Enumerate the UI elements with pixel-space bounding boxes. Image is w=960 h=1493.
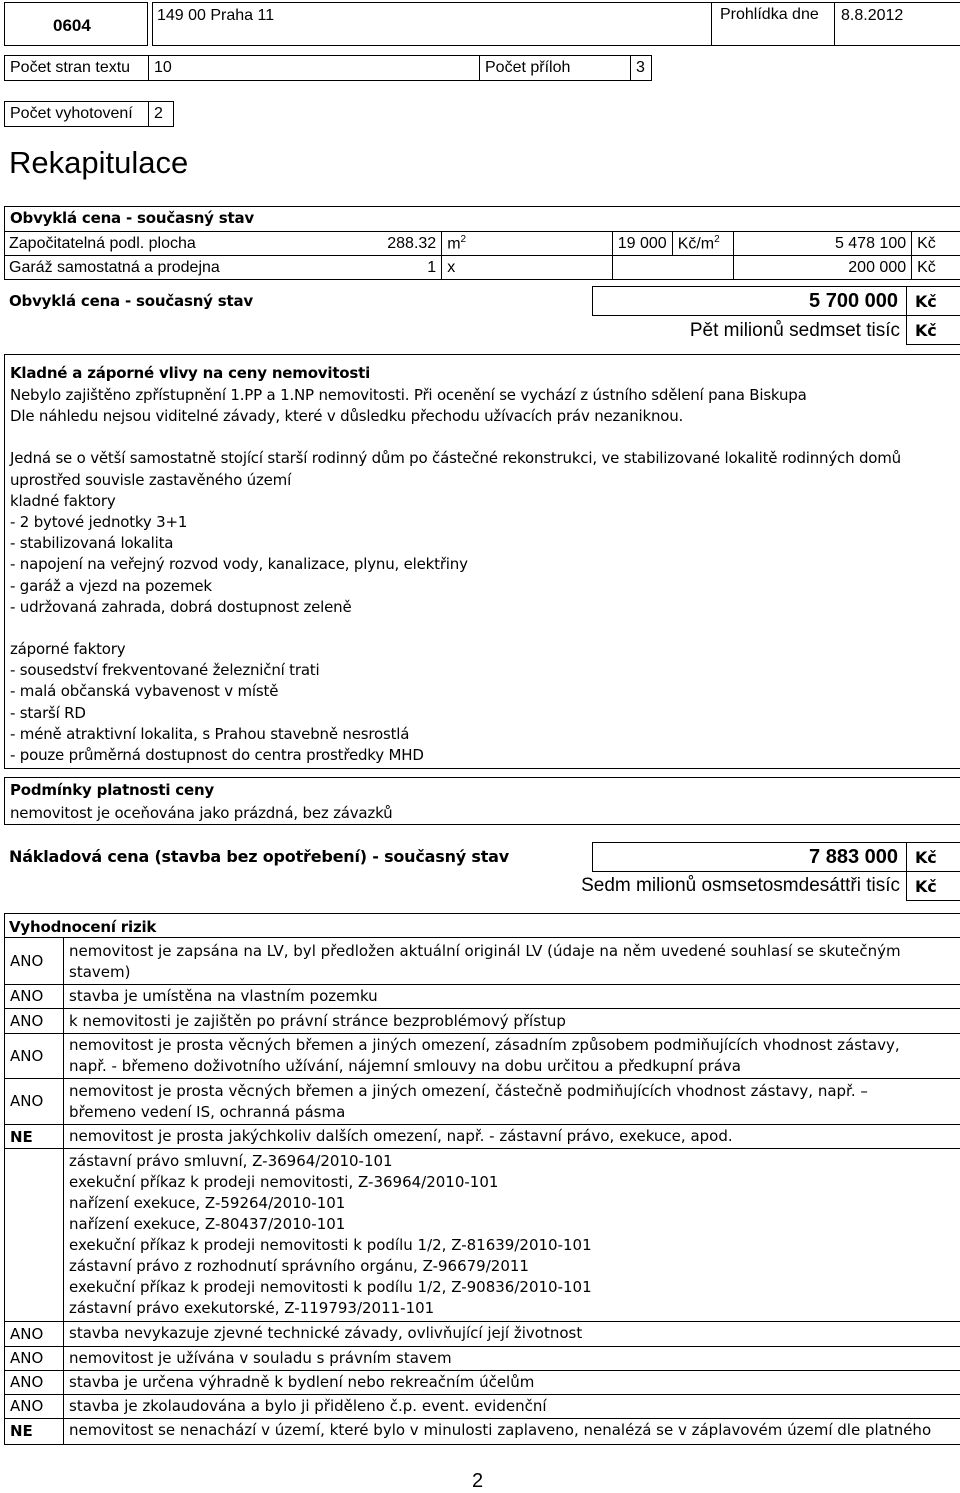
risk-text: stavba nevykazuje zjevné technické závady, ovlivňující její životnost (69, 1324, 583, 1342)
influence-line: - pouze průměrná dostupnost do centra prostředky MHD (10, 746, 424, 765)
influence-line: - 2 bytové jednotky 3+1 (10, 513, 188, 532)
risk-separator (4, 1321, 960, 1322)
risk-separator (4, 1124, 960, 1125)
influence-line: uprostřed souvisle zastavěného území (10, 470, 292, 489)
copies-value: 2 (149, 102, 174, 127)
influence-line: Jedná se o větší samostatně stojící starší rodinný dům po částečné rekonstrukci, ve stabilizované lokalitě rodinných domů (10, 449, 901, 468)
influence-line: - méně atraktivní lokalita, s Prahou stavebně nesrostlá (10, 724, 410, 743)
influence-line: - starší RD (10, 703, 86, 722)
row-rate-unit (672, 256, 733, 280)
cost-price-value: 7 883 000 (809, 846, 898, 868)
row-label: Započitatelná podl. plocha 288.32 (4, 232, 442, 256)
risk-text: zástavní právo smluvní, Z-36964/2010-101 exekuční příkaz k prodeji nemovitosti, Z-36964/2010-101 nařízení exekuce, Z-59264/2010-101 nařízení exekuce, Z-80437/2010-101 exekuční příkaz k prodeji nemovitosti k podílu 1/2, Z-81639/2010-101 zástavní právo z rozhodnutí správního orgánu, Z-96679/2011 exekuční příkaz k prodeji nemovitosti k podílu 1/2, Z-90836/2010-101 zástavní právo exekutorské, Z-119793/2011-101 (69, 1152, 592, 1317)
usual-price-summary-label: Obvyklá cena - současný stav (9, 292, 253, 310)
risk-text: stavba je určena výhradně k bydlení nebo rekreačním účelům (69, 1373, 535, 1391)
row-qty: 288.32 (387, 234, 437, 252)
validity-block (4, 777, 960, 825)
page-title: Rekapitulace (9, 145, 189, 180)
risk-flag: ANO (10, 1325, 44, 1343)
row-currency: Kč (912, 232, 960, 256)
influence-line: - sousedství frekventované železniční trati (10, 661, 320, 680)
row-total: 5 478 100 (733, 232, 911, 256)
risk-text: stavba je zkolaudována a bylo ji přiděleno č.p. event. evidenční (69, 1397, 547, 1415)
inspection-date: 8.8.2012 (841, 7, 904, 24)
risk-text: stavba je umístěna na vlastním pozemku (69, 987, 378, 1005)
risk-separator (4, 937, 960, 938)
inspection-label: Prohlídka dne (720, 6, 819, 23)
usual-price-currency-box (906, 286, 960, 316)
influence-line: - stabilizovaná lokalita (10, 534, 174, 553)
cost-price-box (592, 842, 907, 872)
influence-line: záporné faktory (10, 640, 126, 659)
cost-price-currency: Kč (915, 848, 937, 867)
risk-text: nemovitost je prosta jakýchkoliv dalších omezení, např. - zástavní právo, exekuce, apod. (69, 1127, 733, 1145)
validity-text: nemovitost je oceňována jako prázdná, bez závazků (10, 804, 393, 822)
text-pages-value: 10 (149, 56, 480, 81)
address-cell (152, 2, 960, 46)
influence-line: - garáž a vjezd na pozemek (10, 576, 212, 595)
risk-separator (4, 1346, 960, 1347)
usual-price-summary-box (592, 286, 907, 316)
risk-separator (4, 1033, 960, 1034)
influences-heading: Kladné a záporné vlivy na ceny nemovitosti (10, 364, 371, 382)
address: 149 00 Praha 11 (157, 7, 275, 24)
risk-flag: ANO (10, 952, 44, 970)
risk-flag: ANO (10, 1373, 44, 1391)
risk-separator (4, 1148, 960, 1149)
cost-price-currency-box (906, 842, 960, 872)
influence-line: Dle náhledu nejsou viditelné závady, které v důsledku přechodu užívacích práv nezaniknou. (10, 407, 684, 426)
validity-heading: Podmínky platnosti ceny (10, 781, 215, 799)
copies-label: Počet vyhotovení (5, 102, 149, 127)
attachments-value: 3 (631, 56, 652, 81)
risk-text: nemovitost se nenachází v území, které bylo v minulosti zaplaveno, nenalézá se v záplavovém území dle platného (69, 1421, 932, 1439)
row-currency: Kč (912, 256, 960, 280)
attachments-label: Počet příloh (480, 56, 631, 81)
risk-separator (4, 1078, 960, 1079)
risk-flag: NE (10, 1422, 33, 1440)
influence-line: - malá občanská vybavenost v místě (10, 682, 279, 701)
property-code: 0604 (53, 16, 91, 35)
risk-separator (4, 1008, 960, 1009)
risk-flag: ANO (10, 1397, 44, 1415)
risks-heading: Vyhodnocení rizik (9, 918, 157, 936)
row-label: Garáž samostatná a prodejna 1 (4, 256, 442, 280)
cost-price-words-currency: Kč (915, 877, 937, 896)
influence-line: - udržovaná zahrada, dobrá dostupnost zeleně (10, 597, 352, 616)
row-qty: 1 (427, 258, 437, 276)
influences-text (10, 385, 901, 766)
row-unit: x (442, 256, 613, 280)
usual-price-words-currency-box (906, 315, 960, 345)
cost-price-words-currency-box (906, 871, 960, 901)
cost-price-label: Nákladová cena (stavba bez opotřebení) - současný stav (9, 847, 509, 866)
risks-divider (63, 937, 64, 1445)
influences-block (4, 354, 960, 769)
risk-flag: ANO (10, 1047, 44, 1065)
page-number: 2 (472, 1470, 484, 1492)
risk-flag: ANO (10, 1349, 44, 1367)
usual-price-heading: Obvyklá cena - současný stav (10, 209, 254, 227)
usual-price-summary-words: Pět milionů sedmset tisíc (689, 320, 900, 341)
influence-line (10, 618, 901, 639)
risk-separator (4, 1418, 960, 1419)
influence-line: - napojení na veřejný rozvod vody, kanalizace, plynu, elektřiny (10, 555, 468, 574)
text-pages-label: Počet stran textu (5, 56, 149, 81)
influence-line: Nebylo zajištěno zpřístupnění 1.PP a 1.NP nemovitosti. Při ocenění se vychází z ústního sdělení pana Biskupa (10, 386, 807, 404)
usual-price-summary-currency: Kč (915, 292, 937, 311)
risk-text: k nemovitosti je zajištěn po právní stránce bezproblémový přístup (69, 1012, 566, 1030)
code-cell (4, 2, 148, 46)
usual-price-summary-value: 5 700 000 (809, 290, 898, 312)
copies-table (4, 101, 174, 127)
risk-text: nemovitost je užívána v souladu s právním stavem (69, 1349, 452, 1367)
risk-text: nemovitost je prosta věcných břemen a jiných omezení, zásadním způsobem podmiňujících vhodnost zástavy, např. - břemeno doživotního užívání, nájemní smlouvy na dobu určitou a předkupní práva (69, 1036, 900, 1075)
row-rate (612, 256, 672, 280)
risk-text: nemovitost je zapsána na LV, byl předložen aktuální originál LV (údaje na něm uvedené souhlasí se skutečným stavem) (69, 942, 901, 981)
inspection-label-cell (711, 2, 835, 46)
row-unit: $m^2$ (442, 232, 613, 256)
row-rate-unit: $Kč/m^2$ (672, 232, 733, 256)
risk-text: nemovitost je prosta věcných břemen a jiných omezení, částečně podmiňujících vhodnost zástavy, např. – břemeno vedení IS, ochranná pásma (69, 1082, 868, 1121)
risk-flag: ANO (10, 1012, 44, 1030)
risk-separator (4, 984, 960, 985)
pages-table (4, 55, 652, 81)
risk-flag: ANO (10, 987, 44, 1005)
risk-flag: ANO (10, 1092, 44, 1110)
risk-flag: NE (10, 1128, 33, 1146)
usual-price-table (4, 231, 960, 280)
risk-separator (4, 1370, 960, 1371)
row-rate: 19 000 (612, 232, 672, 256)
influence-line (10, 427, 901, 448)
usual-price-words-currency: Kč (915, 321, 937, 340)
influence-line: kladné faktory (10, 491, 116, 510)
row-total: 200 000 (733, 256, 911, 280)
risk-separator (4, 1394, 960, 1395)
cost-price-words: Sedm milionů osmsetosmdesáttři tisíc (581, 875, 900, 896)
